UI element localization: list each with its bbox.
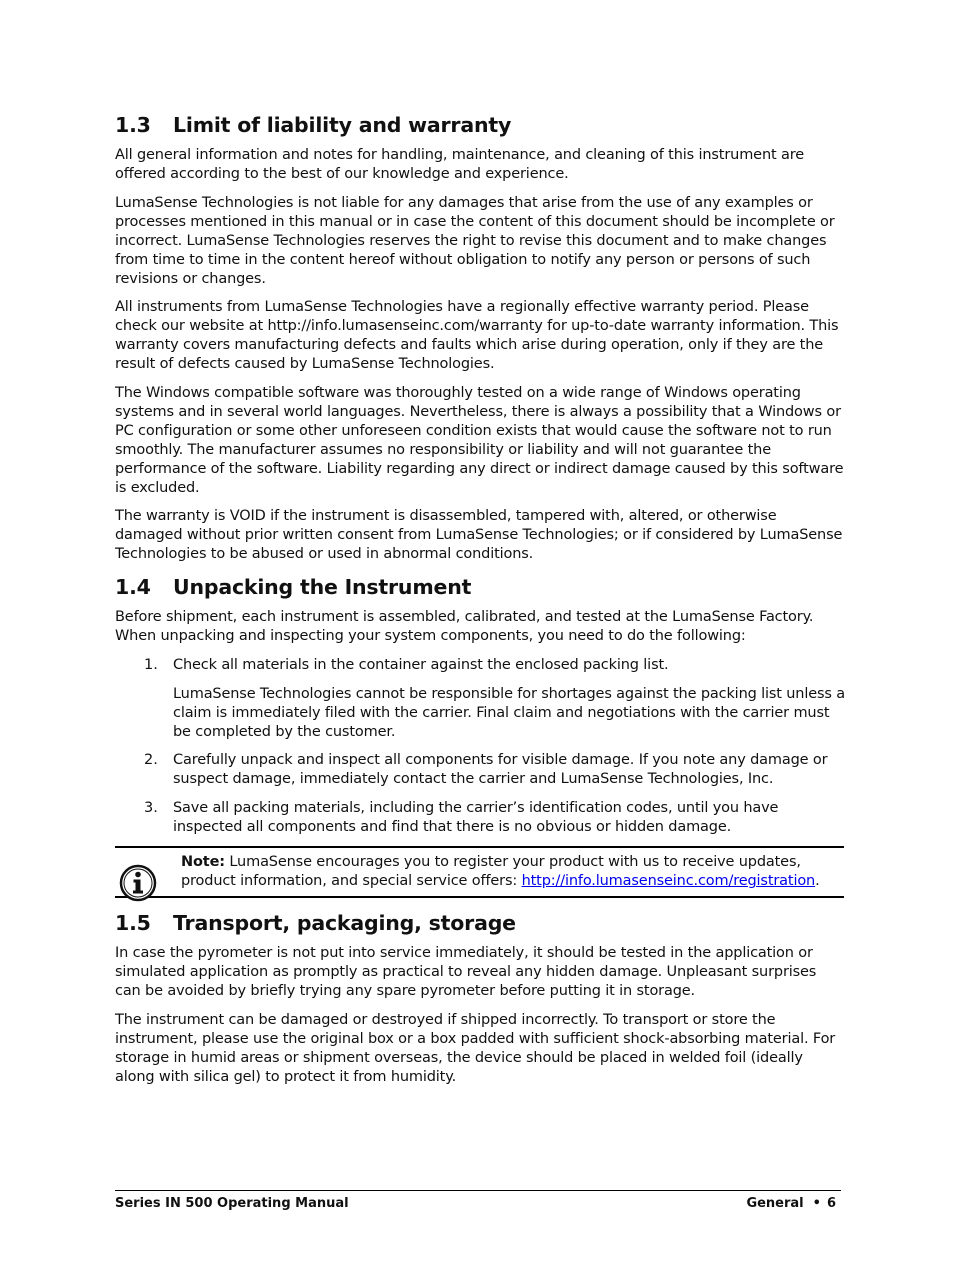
note-label: Note: [181,854,225,871]
note-body: LumaSense encourages you to register your product with us to receive updates, product information, and special service offers: [181,854,801,890]
footer-bullet: • [812,1196,821,1211]
section-heading [115,112,845,138]
section-heading [115,910,845,936]
note-text [181,853,844,891]
section-limit-of-liability [115,112,845,564]
step-text: Carefully unpack and inspect all components for visible damage. If you note any damage or suspect damage, immediately contact the carrier and LumaSense Technologies, Inc. [173,752,828,788]
info-icon [119,864,157,902]
unpacking-steps [115,656,845,837]
list-item [115,799,845,837]
section-title: Transport, packaging, storage [173,911,516,936]
page-number: 6 [826,1196,836,1211]
section-title: Unpacking the Instrument [173,575,472,600]
section-number: 1.5 [115,911,151,936]
section-title: Limit of liability and warranty [173,113,512,137]
list-item [115,656,845,742]
paragraph: All general information and notes for handling, maintenance, and cleaning of this instrument are offered according to the best of our knowledge and experience. [115,147,804,182]
note-box [115,846,844,898]
document-page [115,112,845,1097]
list-item [115,751,845,789]
section-heading [115,574,845,600]
section-number: 1.3 [115,113,151,137]
chapter-name: General [746,1196,804,1211]
paragraph: In case the pyrometer is not put into service immediately, it should be tested in the application or simulated application as promptly as practical to reveal any hidden damage. Unpleasant surprises can be avoided by briefly trying any spare pyrometer before putting it in storage. [115,945,817,1000]
paragraph: LumaSense Technologies is not liable for any damages that arise from the use of any examples or processes mentioned in this manual or in case the content of this document should be incomplete or incorrect. LumaSense Technologies reserves the right to revise this document and to make changes from time to time in the content hereof without obligation to notify any person or persons of such revisions or changes. [115,194,835,287]
paragraph: The instrument can be damaged or destroyed if shipped incorrectly. To transport or store the instrument, please use the original box or a box padded with sufficient shock-absorbing material. For storage in humid areas or shipment overseas, the device should be placed in welded foil (ideally along with silica gel) to protect it from humidity. [115,1011,836,1085]
section-unpacking [115,574,845,898]
step-text: Save all packing materials, including the carrier’s identification codes, until you have inspected all components and find that there is no obvious or hidden damage. [173,799,779,835]
step-text: Check all materials in the container against the enclosed packing list. [173,656,669,673]
paragraph: Before shipment, each instrument is assembled, calibrated, and tested at the LumaSense Factory. When unpacking and inspecting your system components, you need to do the following: [115,609,814,645]
section-transport-packaging-storage [115,910,845,1087]
step-number: 1. [144,656,158,673]
registration-link[interactable]: http://info.lumasenseinc.com/registration [521,873,816,890]
note-trailing: . [815,873,820,890]
step-subtext: LumaSense Technologies cannot be responsible for shortages against the packing list unless a claim is immediately filed with the carrier. Final claim and negotiations with the carrier must be completed by the customer. [173,685,846,740]
manual-title: Series IN 500 Operating Manual [115,1196,349,1211]
step-number: 3. [144,799,158,816]
paragraph: All instruments from LumaSense Technologies have a regionally effective warranty period. Please check our website at http://info.lumasenseinc.com/warranty for up-to-date warranty information. This warranty covers manufacturing defects and faults which arise during operation, only if they are the result of defects caused by LumaSense Technologies. [115,299,839,373]
step-number: 2. [144,752,158,769]
paragraph: The warranty is VOID if the instrument is disassembled, tampered with, altered, or otherwise damaged without prior written consent from LumaSense Technologies; or if considered by LumaSense Technologies to be abused or used in abnormal conditions. [115,508,843,563]
page-footer [115,1190,841,1213]
footer-page-info [746,1195,836,1213]
paragraph: The Windows compatible software was thoroughly tested on a wide range of Windows operating systems and in several world languages. Nevertheless, there is always a possibility that a Windows or PC configuration or some other unforeseen condition exists that would cause the software not to run smoothly. The manufacturer assumes no responsibility or liability and will not guarantee the performance of the software. Liability regarding any direct or indirect damage caused by this software is excluded. [115,384,844,496]
section-number: 1.4 [115,575,151,600]
